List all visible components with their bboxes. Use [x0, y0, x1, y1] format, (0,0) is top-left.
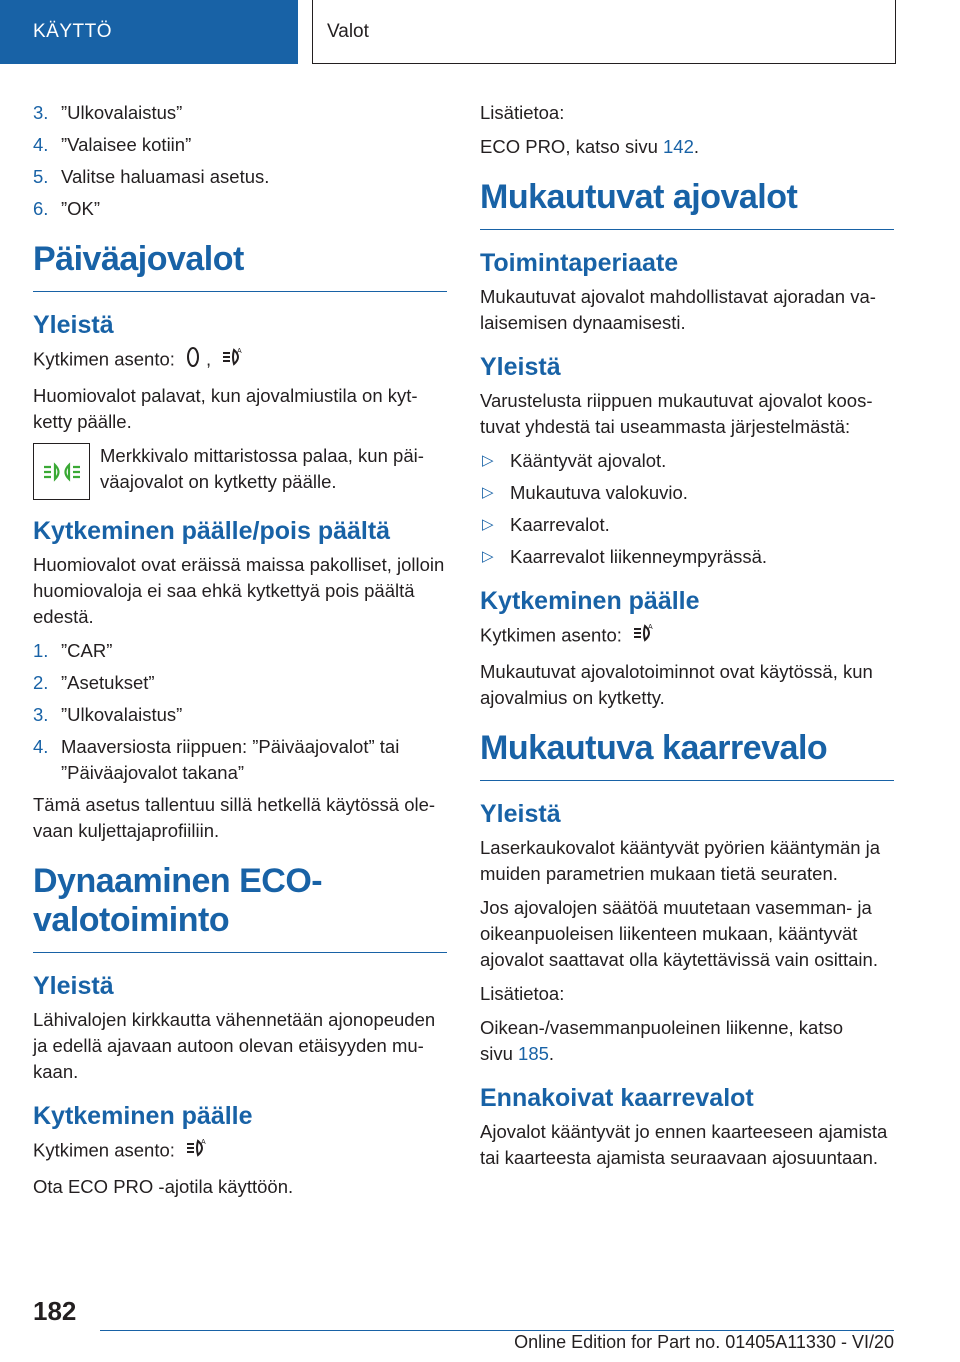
switch-position-line [480, 622, 894, 651]
list-number: 3. [33, 102, 49, 123]
paragraph-tallentuu: Tämä asetus tallentuu sillä hetkellä käytössä olevaan kuljettajaprofiiliin. [33, 794, 436, 841]
list-item [33, 670, 447, 696]
heading-mukautuvat-ajovalot: Mukautuvat ajovalot [480, 178, 894, 230]
auto-headlight-icon [184, 1137, 210, 1166]
note-text: Merkkivalo mittaristossa palaa, kun päiväajovalot on kytketty päälle. [100, 445, 424, 492]
page-link-142[interactable]: 142 [663, 136, 694, 157]
header-section-label: KÄYTTÖ [33, 21, 113, 42]
list-number: 4. [33, 736, 49, 757]
switch-position-line [33, 346, 447, 375]
steps-list-1 [33, 100, 447, 222]
heading-toimintaperiaate: Toimintaperiaate [480, 249, 679, 277]
heading-mukautuva-kaarrevalo: Mukautuva kaarrevalo [480, 729, 894, 781]
list-text: Kaarrevalot. [510, 514, 610, 535]
liikenne-reference [480, 1015, 894, 1067]
period: . [693, 136, 700, 157]
footer-divider [100, 1330, 894, 1331]
list-text: ”Ulkovalaistus” [61, 704, 183, 725]
heading-kytkeminen-paalle: Kytkeminen päälle [33, 1102, 253, 1130]
list-number: 5. [33, 166, 49, 187]
sivu-label: sivu [480, 1043, 513, 1064]
paragraph-mahdollistavat: Mukautuvat ajovalot mahdollistavat ajoradan valaisemisen dynaamisesti. [480, 286, 876, 333]
heading-kytkeminen-paalle: Kytkeminen päälle [480, 587, 700, 615]
comma: , [206, 348, 212, 370]
eco-pro-reference [480, 134, 894, 160]
paragraph-pakolliset: Huomiovalot ovat eräissä maissa pakolliset, jolloin huomiovaloja ei saa ehkä kytkettyä pois päältä edestä. [33, 554, 445, 627]
paragraph-ota-eco-pro: Ota ECO PRO -ajotila käyttöön. [33, 1176, 294, 1197]
list-item [480, 544, 894, 570]
list-item [33, 100, 447, 126]
list-item [33, 132, 447, 158]
list-number: 6. [33, 198, 49, 219]
left-column [33, 100, 447, 1208]
list-number: 3. [33, 704, 49, 725]
list-number: 1. [33, 640, 49, 661]
heading-paivaajovalot: Päiväajovalot [33, 240, 447, 292]
indicator-note [33, 443, 447, 500]
paragraph-lahivalot: Lähivalojen kirkkautta vähennetään ajonopeuden ja edellä ajavaan autoon olevan etäisyyden mukaan. [33, 1009, 436, 1082]
list-text: ”Ulkovalaistus” [61, 102, 183, 123]
systems-list [480, 448, 894, 570]
switch-position-label: Kytkimen asento: [33, 348, 175, 370]
header-title: Valot [327, 20, 369, 42]
list-text: ”Valaisee kotiin” [61, 134, 192, 155]
heading-ennakoivat: Ennakoivat kaarrevalot [480, 1084, 754, 1112]
list-item [33, 196, 447, 222]
list-text: Mukautuva valokuvio. [510, 482, 688, 503]
list-item [33, 638, 447, 664]
period: . [548, 1043, 555, 1064]
list-text: ”OK” [61, 198, 101, 219]
bullet-triangle-icon: ▷ [482, 548, 494, 565]
right-column [480, 100, 894, 1179]
paragraph-laser: Laserkaukovalot kääntyvät pyörien kääntymän ja muiden parametrien mukaan tietä seuraten. [480, 837, 881, 884]
eco-pro-ref-text: ECO PRO, katso sivu [480, 136, 658, 157]
heading-yleista: Yleistä [33, 311, 114, 339]
footer-edition: Online Edition for Part no. 01405A11330 - VI/20 [514, 1332, 894, 1352]
paragraph-jos: Jos ajovalojen säätöä muutetaan vasemman- ja oikeanpuoleisen liikenteen mukaan, kääntyvät ajovalot saattavat olla käytettävissä vain osittain. [480, 897, 878, 970]
list-text: ”Asetukset” [61, 672, 155, 693]
list-text: Valitse haluamasi asetus. [61, 166, 270, 187]
svg-text:A: A [201, 1139, 206, 1146]
list-text: Maaversiosta riippuen: ”Päiväajovalot” tai ”Päiväajovalot takana” [61, 736, 400, 783]
switch-position-label: Kytkimen asento: [33, 1139, 175, 1161]
liikenne-ref-text: Oikean-/vasemmanpuoleinen liikenne, katso [480, 1017, 844, 1038]
steps-list-2 [33, 638, 447, 786]
auto-headlight-icon [220, 346, 246, 375]
heading-yleista: Yleistä [33, 972, 114, 1000]
bullet-triangle-icon: ▷ [482, 452, 494, 469]
heading-kytkeminen-paalle-pois: Kytkeminen päälle/pois päältä [33, 517, 391, 545]
paragraph-varustelusta: Varustelusta riippuen mukautuvat ajovalot koostuvat yhdestä tai useammasta järjestelmästä: [480, 390, 873, 437]
paragraph-huomiovalot: Huomiovalot palavat, kun ajovalmiustila on kytketty päälle. [33, 385, 418, 432]
bullet-triangle-icon: ▷ [482, 484, 494, 501]
svg-text:A: A [648, 624, 653, 631]
header-section-tab [0, 0, 298, 64]
switch-off-icon [184, 346, 202, 375]
svg-text:A: A [237, 348, 242, 355]
bullet-triangle-icon: ▷ [482, 516, 494, 533]
lisatietoa-label: Lisätietoa: [480, 102, 565, 123]
auto-headlight-icon [631, 622, 657, 651]
heading-yleista: Yleistä [480, 353, 561, 381]
list-item [33, 702, 447, 728]
switch-position-line [33, 1137, 447, 1166]
list-item [480, 448, 894, 474]
page-link-185[interactable]: 185 [518, 1043, 549, 1064]
list-item [33, 164, 447, 190]
list-item [480, 480, 894, 506]
list-text: Kaarrevalot liikenneympyrässä. [510, 546, 768, 567]
list-text: ”CAR” [61, 640, 113, 661]
list-text: Kääntyvät ajovalot. [510, 450, 667, 471]
heading-dynaaminen-eco: Dynaaminen ECO-valotoiminto [33, 862, 447, 953]
list-item [480, 512, 894, 538]
heading-yleista: Yleistä [480, 800, 561, 828]
list-item [33, 734, 447, 786]
list-number: 2. [33, 672, 49, 693]
lisatietoa-label: Lisätietoa: [480, 983, 565, 1004]
switch-position-label: Kytkimen asento: [480, 624, 622, 646]
header-title-box [312, 0, 896, 64]
page-number: 182 [33, 1296, 77, 1326]
daytime-running-lights-indicator-icon [33, 443, 90, 500]
paragraph-ajovalot: Ajovalot kääntyvät jo ennen kaarteeseen ajamista tai kaarteesta ajamista seuraavaan ajosuuntaan. [480, 1121, 888, 1168]
list-number: 4. [33, 134, 49, 155]
paragraph-toiminnot: Mukautuvat ajovalotoiminnot ovat käytössä, kun ajovalmius on kytketty. [480, 661, 873, 708]
